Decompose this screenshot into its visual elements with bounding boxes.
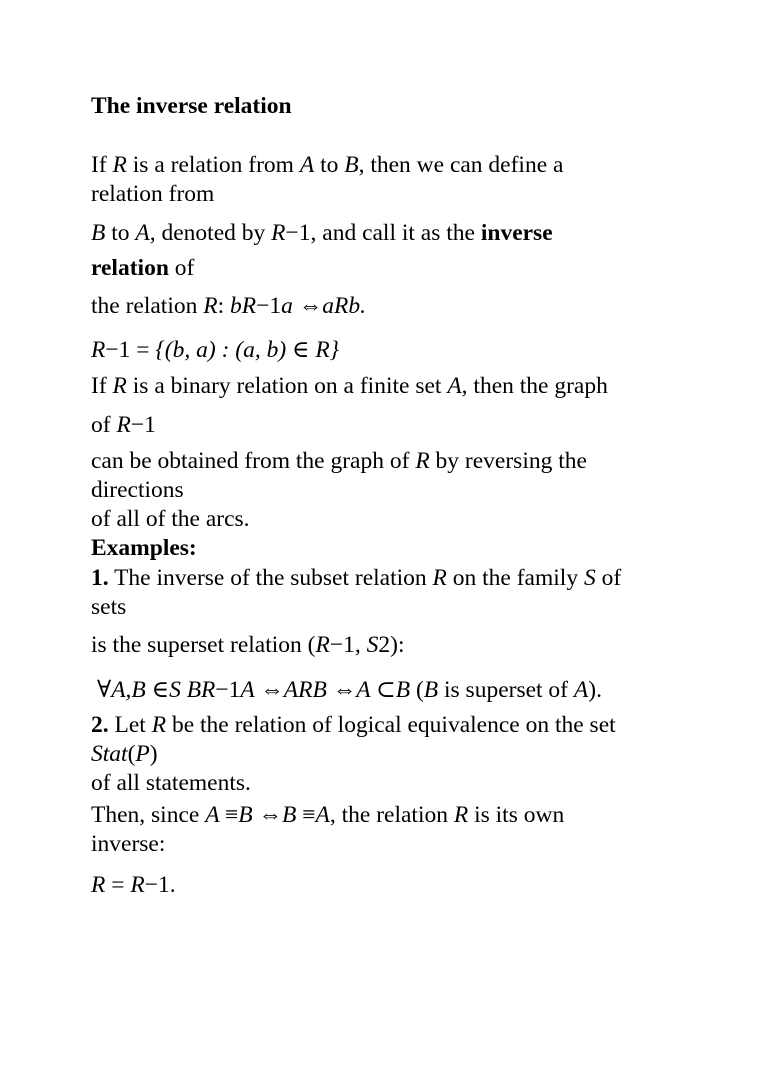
example-1-line-1 — [91, 564, 621, 592]
paragraph-2-line-2 — [91, 411, 156, 439]
text-run: −1 — [105, 337, 131, 363]
example-2-line-3: of all statements. — [91, 770, 251, 796]
text-run: relation — [91, 255, 169, 281]
text-run: ). — [588, 677, 602, 703]
example-1-formula — [97, 676, 602, 704]
text-run: P — [135, 741, 150, 767]
paragraph-1-line-2: relation from — [91, 181, 215, 207]
paragraph-1-line-4 — [91, 254, 194, 282]
examples-heading — [91, 534, 197, 562]
text-run: R} — [309, 337, 340, 363]
text-run: ≡ — [225, 802, 239, 828]
text-run: of — [595, 565, 622, 591]
text-run: −1 — [130, 412, 156, 438]
paragraph-2-line-1 — [91, 372, 608, 400]
text-run: ⇔ — [258, 802, 283, 828]
text-run: is its own — [468, 802, 565, 828]
text-run: A,B — [111, 677, 152, 703]
example-2-line-6 — [91, 871, 176, 899]
paragraph-2-line-4: directions — [91, 477, 184, 503]
text-run: ⊂ — [376, 677, 396, 703]
text-run: B — [395, 677, 411, 703]
text-run: the relation — [91, 293, 204, 319]
text-run: A — [356, 677, 376, 703]
text-run: −1 — [144, 872, 170, 898]
text-run: is superset of — [438, 677, 574, 703]
text-run: . — [169, 872, 176, 898]
text-run: Stat — [91, 741, 128, 767]
text-run: R — [91, 872, 106, 898]
text-run: bR — [230, 293, 257, 319]
text-run: B — [344, 152, 359, 178]
text-run: The inverse of the subset relation — [108, 565, 433, 591]
text-run: R — [116, 412, 131, 438]
text-run: Let — [108, 712, 152, 738]
text-run: of — [168, 255, 195, 281]
inverse-definition-formula — [91, 336, 339, 364]
text-run: by reversing the — [429, 448, 587, 474]
text-run: a — [281, 293, 293, 319]
text-run: A — [135, 220, 150, 246]
text-run: to — [314, 152, 345, 178]
paragraph-1-line-1 — [91, 151, 563, 179]
text-run: can be obtained from the graph of — [91, 448, 416, 474]
example-1-line-3 — [91, 631, 404, 659]
text-run: 2. — [91, 712, 109, 738]
text-run: 2): — [378, 632, 405, 658]
text-run: B — [423, 677, 439, 703]
text-run: R — [112, 373, 127, 399]
text-run: ⇔ — [260, 677, 284, 703]
example-2-line-1 — [91, 711, 616, 739]
paragraph-2-line-3 — [91, 447, 587, 475]
text-run: inverse — [480, 220, 553, 246]
text-run: Examples: — [91, 535, 197, 561]
text-run: R — [91, 337, 106, 363]
text-run: R — [415, 448, 430, 474]
text-run: A — [299, 152, 315, 178]
text-run: ∈ — [292, 337, 310, 363]
text-run: −1 — [215, 677, 241, 703]
text-run: A — [205, 802, 226, 828]
paragraph-1-line-5 — [91, 292, 366, 320]
text-run: ⇔ — [292, 293, 323, 319]
text-run: R — [453, 802, 469, 828]
text-run: If — [91, 373, 113, 399]
text-run: , — [354, 632, 367, 658]
text-run: −1 — [285, 220, 311, 246]
text-run: R — [151, 712, 167, 738]
text-run: be the relation of logical equivalence on the set — [166, 712, 616, 738]
text-run: ≡ — [302, 802, 316, 828]
text-run: A — [240, 677, 261, 703]
text-run: to — [105, 220, 136, 246]
paragraph-2-line-5: of all of the arcs. — [91, 506, 250, 532]
example-2-line-2 — [91, 740, 158, 768]
text-run: R — [130, 872, 145, 898]
text-run: of — [91, 412, 117, 438]
text-run: S — [583, 565, 596, 591]
text-run: A — [447, 373, 462, 399]
text-run: Then, since — [91, 802, 206, 828]
text-run: ∈ — [151, 677, 170, 703]
text-run: = — [105, 872, 131, 898]
text-run: 1. — [91, 565, 109, 591]
text-run: BR — [186, 677, 216, 703]
paragraph-1-line-3 — [91, 219, 553, 247]
text-run: B — [238, 802, 259, 828]
text-run: S — [366, 632, 379, 658]
text-run: , the relation — [329, 802, 454, 828]
text-run: A — [315, 802, 330, 828]
text-run: B — [282, 802, 303, 828]
text-run: −1 — [329, 632, 355, 658]
text-run: ) — [149, 741, 158, 767]
text-run: {(b, a) : (a, b) — [155, 337, 293, 363]
text-run: R — [315, 632, 330, 658]
text-run: R — [432, 565, 447, 591]
text-run: is a binary relation on a finite set — [126, 373, 448, 399]
text-run: R — [112, 152, 127, 178]
text-run: R — [203, 293, 218, 319]
text-run: is a relation from — [126, 152, 300, 178]
text-run: , and call it as the — [310, 220, 481, 246]
text-run: −1 — [256, 293, 282, 319]
example-2-line-4 — [91, 801, 564, 829]
text-run: S — [169, 677, 187, 703]
text-run: ARB — [283, 677, 333, 703]
section-title: The inverse relation — [91, 93, 292, 119]
text-run: A — [573, 677, 589, 703]
text-run: , denoted by — [149, 220, 272, 246]
example-1-line-2: sets — [91, 594, 127, 620]
text-run: on the family — [446, 565, 584, 591]
example-2-line-5: inverse: — [91, 831, 166, 857]
text-run: = — [130, 337, 156, 363]
text-run: , then we can define a — [358, 152, 564, 178]
text-run: B — [91, 220, 106, 246]
text-run: ( — [127, 741, 136, 767]
text-run: ∀ — [97, 677, 112, 703]
text-run: ( — [410, 677, 424, 703]
text-run: is the superset relation ( — [91, 632, 316, 658]
text-run: : — [217, 293, 230, 319]
text-run: R — [271, 220, 286, 246]
text-run: If — [91, 152, 113, 178]
text-run: , then the graph — [461, 373, 608, 399]
text-run: aRb. — [322, 293, 366, 319]
text-run: ⇔ — [332, 677, 357, 703]
